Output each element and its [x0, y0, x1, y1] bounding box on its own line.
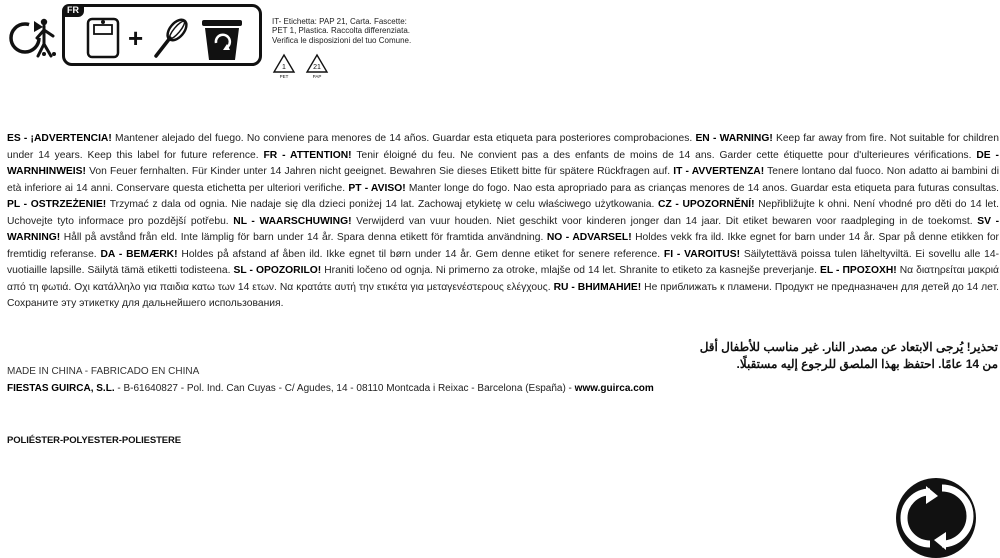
green-dot-icon	[892, 474, 980, 558]
warning-arabic-line2: من 14 عامًا. احتفظ بهذا الملصق للرجوع إليه مستقبلًا.	[736, 357, 998, 371]
warning-no-text: Holdes vekk fra ild. Ikke egnet for barn under 14 år. Spar på denne etikken for fremtidig referanse.	[7, 232, 999, 260]
warning-sl-text: Hraniti ločeno od ognja. Ni primerno za otroke, mlajše od 14 let. Shranite to etiketo za kasnejše preverjanje.	[321, 265, 821, 277]
warning-arabic-line1: تحذير! يُرجى الابتعاد عن مصدر النار. غير مناسب للأطفال أقل	[699, 340, 998, 354]
company-details: - B-61640827 - Pol. Ind. Can Cuyas - C/ Agudes, 14 - 08110 Montcada i Reixac - Barcelona (España) -	[114, 383, 575, 394]
warning-fr-text: Tenir éloigné du feu. Ne convient pas a des enfants de moins de 14 ans. Garder cette étiquette pour d'ulterieures vérifications.	[351, 149, 977, 161]
warning-fr-label: FR - ATTENTION!	[263, 149, 352, 161]
warning-da-label: DA - BEMÆRK!	[100, 248, 178, 260]
warning-de-label: DE - WARNHINWEIS!	[7, 149, 999, 178]
warning-nl-text: Verwijderd van vuur houden. Niet geschikt voor kinderen jonger dan 14 jaar. Dit etiket bewaren voor raadpleging in de toekomst.	[351, 215, 978, 227]
warning-cz-label: CZ - UPOZORNĚNÍ!	[658, 199, 755, 211]
warning-sv-label: SV - WARNING!	[7, 215, 1000, 244]
warning-sl-label: SL - OPOZORILO!	[233, 265, 322, 277]
warning-no-label: NO - ADVARSEL!	[546, 232, 632, 244]
safety-warnings	[7, 131, 999, 313]
svg-text:+: +	[128, 23, 144, 53]
warning-cz-text: Nepřibližujte k ohni. Není vhodné pro děti do 14 let. Uchovejte tyto informace pro pozdější potřebu.	[7, 199, 999, 227]
company-info	[7, 383, 654, 394]
svg-text:21: 21	[313, 64, 321, 71]
warning-en-text: Keep far away from fire. Not suitable for children under 14 years. Keep this label for future reference.	[7, 133, 999, 161]
recycling-bin-icon	[202, 20, 242, 60]
svg-text:PET: PET	[279, 74, 289, 79]
warning-ru-text: Не приближать к пламени. Продукт не предназначен для детей до 14 лет. Сохраните эту этикетку для дальнейшего использования.	[7, 281, 999, 310]
warning-es-text: Mantener alejado del fuego. No conviene para menores de 14 años. Guardar esta etiqueta para posteriores comprobaciones.	[111, 133, 696, 144]
origin-text: MADE IN CHINA - FABRICADO EN CHINA	[7, 366, 200, 377]
svg-text:PAP: PAP	[312, 74, 322, 79]
company-website: www.guirca.com	[574, 383, 654, 394]
warning-es-label: ES - ¡ADVERTENCIA!	[7, 133, 112, 144]
svg-text:1: 1	[282, 64, 286, 71]
warning-de-text: Von Feuer fernhalten. Für Kinder unter 14 Jahren nicht geeignet. Bewahren Sie dieses Etikett bitte für spätere Rückfragen auf.	[85, 166, 674, 178]
warning-en-label: EN - WARNING!	[695, 133, 773, 144]
warning-fi-label: FI - VAROITUS!	[663, 248, 741, 260]
warning-sv-text: Håll på avstånd från eld. Inte lämplig för barn under 14 år. Spara denna etikett för framtida användning.	[60, 232, 547, 244]
plus-icon	[128, 23, 143, 53]
whisk-icon	[156, 16, 190, 56]
warning-el-text: Να διατηρείται μακριά από τη φωτιά. Οχι κατάλληλο για παιδια κατω των 14 ετων. Να κρατάτε αυτή την ετικέτα για μεταγενέστερους ελέγχους.	[7, 265, 999, 293]
warning-it-text: Tenere lontano dal fuoco. Non adatto ai bambini di età inferiore ai 14 anni. Conservare questa etichetta per ulteriori verifiche.	[7, 166, 999, 194]
sorting-pictograms	[84, 16, 254, 62]
warning-it-label: IT - AVVERTENZA!	[673, 166, 765, 178]
warning-el-label: EL - ΠΡΟΣΟΧΗ!	[820, 265, 897, 277]
warning-pt-label: PT - AVISO!	[348, 182, 406, 194]
triman-icon	[4, 14, 62, 64]
recycle-code-pet-icon	[272, 53, 296, 79]
recycle-code-pap-icon	[305, 53, 329, 79]
company-name: FIESTAS GUIRCA, S.L.	[7, 383, 115, 394]
warning-arabic	[612, 339, 998, 373]
warning-pl-text: Trzymać z dala od ognia. Nie nadaje się dla dzieci poniżej 14 lat. Zachowaj etykietę w celu właściwego użytkowania.	[106, 199, 659, 211]
card-icon	[88, 19, 118, 57]
fr-tag: FR	[62, 4, 84, 17]
it-disposal-text: IT- Etichetta: PAP 21, Carta. Fascette: PET 1, Plastica. Raccolta differenziata. Verifica le disposizioni del tuo Comune.	[272, 17, 412, 45]
warning-da-text: Holdes på afstand af åben ild. Ikke egnet til børn under 14 år. Gem denne etiket for senere reference.	[177, 248, 664, 260]
warning-pt-text: Manter longe do fogo. Nao esta apropriado para as crianças menores de 14 anos. Guardar esta etiqueta para futuras consultas.	[405, 182, 999, 194]
warning-nl-label: NL - WAARSCHUWING!	[233, 215, 352, 227]
material-text: POLIÉSTER-POLYESTER-POLIESTERE	[7, 435, 182, 446]
warning-ru-label: RU - ВНИМАНИЕ!	[553, 281, 642, 293]
warning-fi-text: Säilytettävä poissa tulen läheltyviltä. Ei sovellu alle 14-vuotiaille lapsille. Säilytä tämä etiketti todisteena.	[7, 248, 1000, 277]
warning-pl-label: PL - OSTRZEŻENIE!	[7, 199, 107, 211]
